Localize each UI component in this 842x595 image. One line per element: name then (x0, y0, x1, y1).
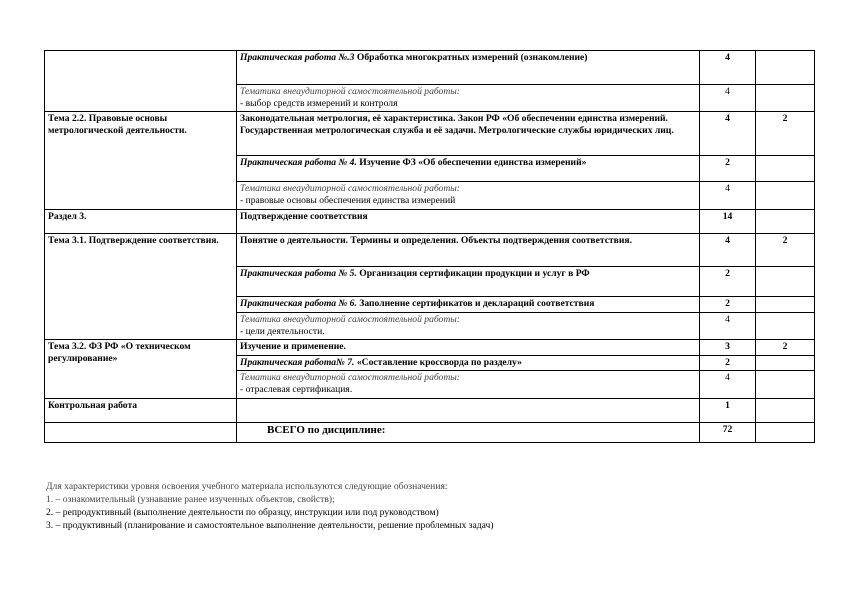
hours-cell: 2 (700, 297, 756, 313)
table-row (45, 112, 815, 156)
self-work-title: Тематика внеаудиторной самостоятельной работы: (240, 86, 460, 97)
practical-text: «Составление кроссворда по разделу» (354, 357, 522, 368)
practical-label: Практическая работа №.3 (240, 52, 355, 63)
hours-cell: 2 (700, 267, 756, 297)
section-name: Подтверждение соответствия (237, 210, 700, 234)
table-row (45, 210, 815, 234)
content-cell (237, 313, 700, 340)
content-cell: Изучение и применение. (237, 340, 700, 356)
level-1-note: 1. – ознакомительный (узнавание ранее изученных объектов, свойств); (46, 494, 335, 505)
notes-intro: Для характеристики уровня освоения учебного материала используются следующие обозначения: (46, 481, 448, 492)
legend-notes (46, 480, 494, 532)
level-cell (756, 297, 815, 313)
table-row (45, 234, 815, 267)
content-cell: Понятие о деятельности. Термины и определения. Объекты подтверждения соответствия. (237, 234, 700, 267)
level-cell: 2 (756, 234, 815, 267)
level-cell (756, 85, 815, 112)
level-cell (756, 210, 815, 234)
self-work-text: - выбор средств измерений и контроля (240, 98, 398, 109)
hours-cell: 4 (700, 371, 756, 399)
content-cell (237, 356, 700, 371)
level-cell (756, 423, 815, 443)
hours-cell: 3 (700, 340, 756, 356)
level-2-note: 2. – репродуктивный (выполнение деятельности по образцу, инструкции или под руководством) (46, 507, 439, 518)
self-work-text: - отраслевая сертификация. (240, 384, 353, 395)
self-work-title: Тематика внеаудиторной самостоятельной работы: (240, 183, 460, 194)
hours-cell: 2 (700, 356, 756, 371)
content-cell (237, 156, 700, 182)
content-cell (237, 399, 700, 423)
hours-cell: 14 (700, 210, 756, 234)
level-cell (756, 313, 815, 340)
total-label: ВСЕГО по дисциплине: (237, 423, 700, 443)
section-title: Раздел 3. (45, 210, 237, 234)
table-row (45, 399, 815, 423)
content-cell (237, 371, 700, 399)
total-hours: 72 (700, 423, 756, 443)
practical-text: Заполнение сертификатов и деклараций соответствия (356, 298, 595, 309)
level-cell: 2 (756, 340, 815, 356)
content-cell (237, 85, 700, 112)
level-cell (756, 356, 815, 371)
content-cell (237, 51, 700, 85)
hours-cell: 4 (700, 85, 756, 112)
level-cell (756, 182, 815, 210)
level-cell (756, 51, 815, 85)
self-work-text: - правовые основы обеспечения единства измерений (240, 195, 456, 206)
practical-label: Практическая работа№ 7. (240, 357, 355, 368)
content-cell (237, 182, 700, 210)
level-cell: 2 (756, 112, 815, 156)
hours-cell: 4 (700, 112, 756, 156)
content-cell: Законодательная метрология, её характеристика. Закон РФ «Об обеспечении единства измерений. Государственная метрологическая служба и её задачи. Метрологические службы юридических лиц. (237, 112, 700, 156)
level-cell (756, 371, 815, 399)
topic-cell: Тема 3.2. ФЗ РФ «О техническом регулирование» (45, 340, 237, 399)
practical-text: Организация сертификации продукции и услуг в РФ (356, 268, 590, 279)
hours-cell: 1 (700, 399, 756, 423)
hours-cell: 2 (700, 156, 756, 182)
hours-cell: 4 (700, 234, 756, 267)
topic-cell (45, 51, 237, 112)
curriculum-table (44, 50, 815, 443)
level-cell (756, 399, 815, 423)
practical-label: Практическая работа № 5. (240, 268, 357, 279)
self-work-text: - цели деятельности. (240, 326, 325, 337)
self-work-title: Тематика внеаудиторной самостоятельной работы: (240, 314, 460, 325)
level-3-note: 3. – продуктивный (планирование и самостоятельное выполнение деятельности, решение проблемных задач) (46, 520, 494, 531)
topic-cell: Тема 3.1. Подтверждение соответствия. (45, 234, 237, 340)
hours-cell: 4 (700, 313, 756, 340)
topic-cell (45, 423, 237, 443)
content-cell (237, 267, 700, 297)
content-cell (237, 297, 700, 313)
table-row (45, 51, 815, 85)
level-cell (756, 267, 815, 297)
topic-cell: Тема 2.2. Правовые основы метрологической деятельности. (45, 112, 237, 210)
hours-cell: 4 (700, 51, 756, 85)
practical-text: Обработка многократных измерений (ознакомление) (354, 52, 588, 63)
hours-cell: 4 (700, 182, 756, 210)
total-row (45, 423, 815, 443)
control-work-label: Контрольная работа (45, 399, 237, 423)
level-cell (756, 156, 815, 182)
practical-label: Практическая работа № 6. (240, 298, 357, 309)
practical-label: Практическая работа № 4. (240, 157, 357, 168)
table-row (45, 340, 815, 356)
self-work-title: Тематика внеаудиторной самостоятельной работы: (240, 372, 460, 383)
practical-text: Изучение ФЗ «Об обеспечении единства измерений» (356, 157, 587, 168)
